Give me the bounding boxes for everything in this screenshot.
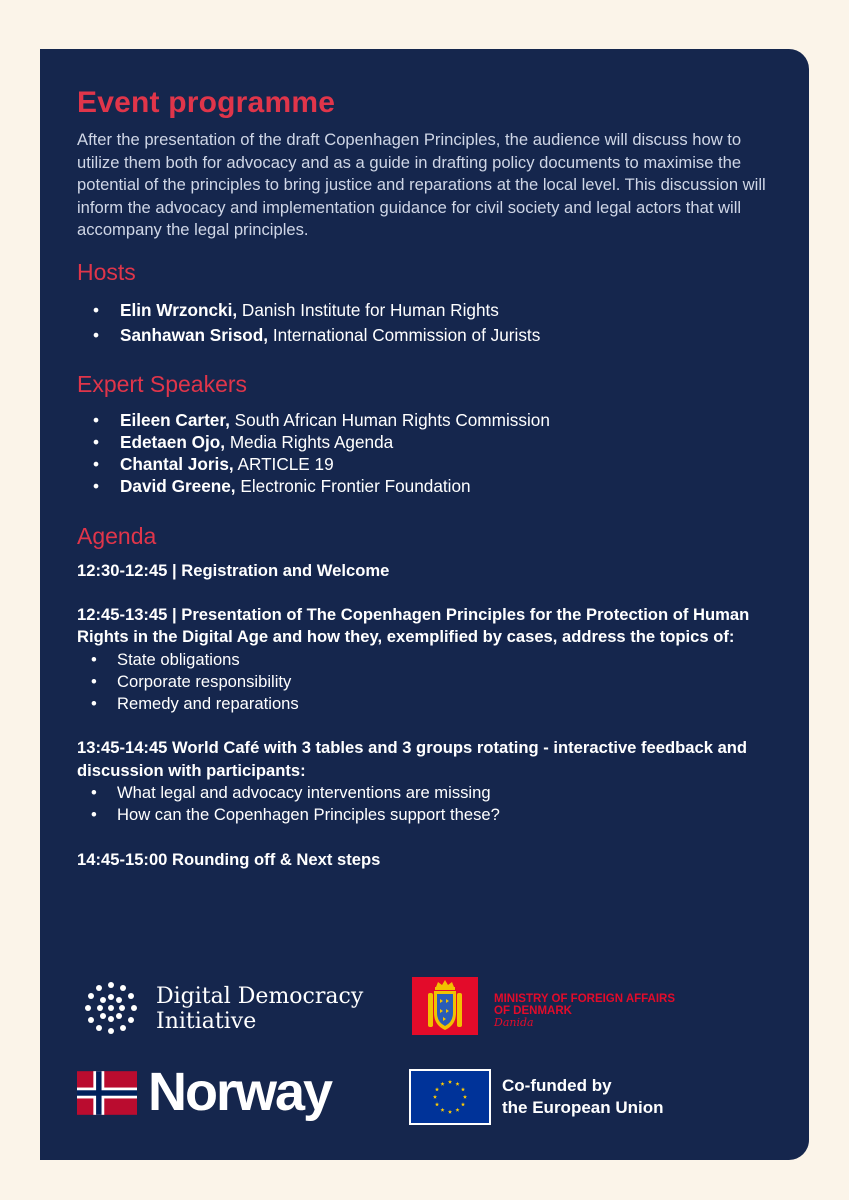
eu-flag-icon bbox=[409, 1069, 491, 1125]
eu-line2: the European Union bbox=[502, 1097, 664, 1117]
eu-star bbox=[455, 1082, 459, 1086]
host-item bbox=[77, 323, 773, 348]
agenda-bullet: • State obligations bbox=[77, 649, 773, 671]
eu-star bbox=[448, 1110, 452, 1114]
ddi-logo bbox=[81, 978, 381, 1040]
speakers-list bbox=[77, 409, 773, 498]
danish-coat-of-arms-icon bbox=[412, 977, 478, 1035]
host-name: Elin Wrzoncki, bbox=[120, 299, 238, 320]
mfa-logo bbox=[412, 977, 712, 1037]
mfa-wordmark bbox=[494, 993, 675, 1029]
norway-flag-icon bbox=[77, 1070, 137, 1116]
agenda-sublist bbox=[77, 649, 773, 716]
eu-line1: Co-funded by bbox=[502, 1076, 612, 1095]
norway-wordmark: Norway bbox=[148, 1062, 332, 1122]
eu-star bbox=[440, 1082, 444, 1086]
norway-logo bbox=[77, 1062, 377, 1128]
speaker-org: ARTICLE 19 bbox=[233, 454, 334, 475]
agenda-sublist bbox=[77, 782, 773, 827]
hosts-heading: Hosts bbox=[77, 258, 136, 285]
ddi-wordmark bbox=[156, 984, 363, 1034]
speaker-org: South African Human Rights Commission bbox=[229, 409, 550, 430]
eu-star bbox=[440, 1108, 444, 1112]
speaker-item bbox=[77, 409, 773, 431]
speakers-heading: Expert Speakers bbox=[77, 370, 248, 397]
speaker-org: Media Rights Agenda bbox=[225, 431, 394, 452]
host-item bbox=[77, 298, 773, 323]
agenda-heading: Agenda bbox=[77, 522, 157, 549]
agenda-bullet: • Corporate responsibility bbox=[77, 671, 773, 693]
agenda-bullet: • Remedy and reparations bbox=[77, 693, 773, 715]
host-name: Sanhawan Srisod, bbox=[120, 324, 269, 345]
ddi-line2: Initiative bbox=[156, 1009, 257, 1034]
speaker-item bbox=[77, 431, 773, 453]
speaker-name: Eileen Carter, bbox=[120, 409, 230, 430]
agenda-item-world-cafe: 13:45-14:45 World Café with 3 tables and 3 groups rotating - interactive feedback and discussion with participants: bbox=[77, 738, 748, 780]
speaker-item bbox=[77, 453, 773, 475]
intro-paragraph: After the presentation of the draft Copenhagen Principles, the audience will discuss how to utilize them both for advocacy and as a guide in drafting policy documents to maximise the potential of the principles to bring justice and reparations at the local level. This discussion will inform the advocacy and implementation guidance for civil society and legal actors that will accompany the legal principles. bbox=[77, 130, 766, 239]
speaker-name: David Greene, bbox=[120, 476, 236, 497]
eu-star bbox=[461, 1102, 465, 1106]
ddi-line1: Digital Democracy bbox=[156, 984, 364, 1009]
eu-star bbox=[433, 1095, 437, 1099]
speaker-org: Electronic Frontier Foundation bbox=[235, 476, 471, 497]
eu-logo bbox=[409, 1069, 709, 1127]
host-org: Danish Institute for Human Rights bbox=[237, 299, 499, 320]
agenda-bullet: • What legal and advocacy interventions are missing bbox=[77, 782, 773, 804]
agenda-item-registration: 12:30-12:45 | Registration and Welcome bbox=[77, 560, 390, 580]
agenda-item-presentation: 12:45-13:45 | Presentation of The Copenhagen Principles for the Protection of Human Rights in the Digital Age and how they, exemplified by cases, address the topics of: bbox=[77, 604, 750, 647]
dot-circle-icon bbox=[81, 978, 141, 1038]
eu-star bbox=[448, 1080, 452, 1084]
host-org: International Commission of Jurists bbox=[268, 324, 541, 345]
eu-star bbox=[461, 1087, 465, 1091]
speaker-name: Edetaen Ojo, bbox=[120, 431, 226, 452]
speaker-item bbox=[77, 475, 773, 497]
agenda-bullet: • How can the Copenhagen Principles support these? bbox=[77, 804, 773, 826]
hosts-list bbox=[77, 298, 773, 348]
eu-star bbox=[435, 1102, 439, 1106]
speaker-name: Chantal Joris, bbox=[120, 454, 234, 475]
mfa-line2: OF DENMARK bbox=[494, 1005, 572, 1017]
eu-star bbox=[463, 1095, 467, 1099]
mfa-danida: Danida bbox=[494, 1016, 534, 1029]
eu-wordmark bbox=[502, 1075, 664, 1118]
agenda-item-rounding-off: 14:45-15:00 Rounding off & Next steps bbox=[77, 849, 381, 869]
mfa-line1: MINISTRY OF FOREIGN AFFAIRS bbox=[494, 993, 676, 1005]
eu-star bbox=[455, 1108, 459, 1112]
eu-star bbox=[435, 1087, 439, 1091]
page-title: Event programme bbox=[77, 86, 336, 119]
